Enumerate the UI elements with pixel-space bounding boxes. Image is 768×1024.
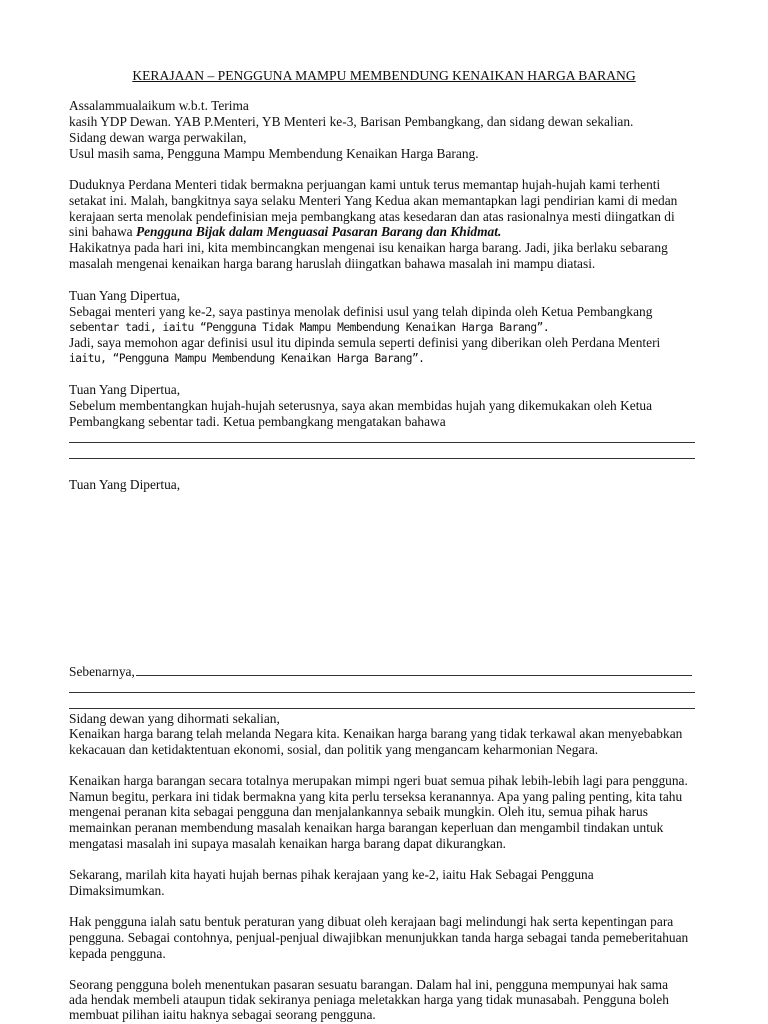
p9-line-2: pengguna. Sebagai contohnya, penjual-penjual diwajibkan menunjukkan tanda harga sebagai tanda pemeberitahuan: [69, 930, 689, 945]
blank-line: [69, 692, 695, 693]
blank-line: [69, 442, 695, 443]
s5-line-1: [69, 664, 692, 680]
p9-line-1: Hak pengguna ialah satu bentuk peraturan yang dibuat oleh kerajaan bagi melindungi hak serta kepentingan para: [69, 914, 674, 929]
p8-line-1: Sekarang, marilah kita hayati hujah bernas pihak kerajaan yang ke-2, iaitu Hak Sebagai Pengguna: [69, 867, 594, 882]
s5-lead: Sebenarnya,: [69, 664, 135, 679]
greeting-line-3: Sidang dewan warga perwakilan,: [69, 130, 247, 145]
s2-line-2: sebentar tadi, iaitu “Pengguna Tidak Mampu Membendung Kenaikan Harga Barang”.: [69, 321, 550, 334]
p1-line-3: kerajaan serta menolak pendefinisian meja pembangkang atas kesedaran dan atas rasionalnya mesti diingatkan di: [69, 209, 675, 224]
s3-line-1: Sebelum membentangkan hujah-hujah seterusnya, saya akan membidas hujah yang dikemukakan oleh Ketua: [69, 398, 653, 413]
motion-emphasis: Pengguna Bijak dalam Menguasai Pasaran Barang dan Khidmat.: [135, 224, 502, 239]
p1-line-4-text: sini bahawa: [69, 224, 136, 239]
p1-line-6: masalah mengenai kenaikan harga barang haruslah diingatkan bahawa masalah ini mampu diatasi.: [69, 256, 596, 271]
blank-line: [69, 708, 695, 709]
p1-line-2: setakat ini. Malah, bangkitnya saya selaku Menteri Yang Kedua akan memantapkan lagi pendirian kami di medan: [69, 193, 678, 208]
p9-line-3: kepada pengguna.: [69, 946, 166, 961]
blank-line: [136, 675, 692, 676]
blank-line: [69, 458, 695, 459]
p8-line-2: Dimaksimumkan.: [69, 883, 165, 898]
greeting-line-4: Usul masih sama, Pengguna Mampu Membendung Kenaikan Harga Barang.: [69, 146, 479, 161]
s4-address: Tuan Yang Dipertua,: [69, 477, 181, 492]
p1-line-4: [69, 224, 501, 240]
s3-address: Tuan Yang Dipertua,: [69, 382, 181, 397]
s3-line-2: Pembangkang sebentar tadi. Ketua pembangkang mengatakan bahawa: [69, 414, 446, 429]
p7-line-1: Kenaikan harga barangan secara totalnya merupakan mimpi ngeri buat semua pihak lebih-lebih lagi para pengguna.: [69, 773, 688, 788]
s2-line-4: iaitu, “Pengguna Mampu Membendung Kenaikan Harga Barang”.: [69, 352, 425, 365]
p10-line-1: Seorang pengguna boleh menentukan pasaran sesuatu barangan. Dalam hal ini, pengguna mempunyai hak sama: [69, 977, 669, 992]
p10-line-3: membuat pilihan iaitu haknya sebagai seorang pengguna.: [69, 1007, 376, 1022]
p7-line-2: Namun begitu, perkara ini tidak bermakna yang kita perlu terseksa keranannya. Apa yang paling penting, kita tahu: [69, 789, 683, 804]
s2-line-3: Jadi, saya memohon agar definisi usul itu dipinda semula seperti definisi yang diberikan oleh Perdana Menteri: [69, 335, 661, 350]
p1-line-1: Duduknya Perdana Menteri tidak bermakna perjuangan kami untuk terus memantap hujah-hujah kami terhenti: [69, 177, 661, 192]
p7-line-3: mengenai peranan kita sebagai pengguna dan menjalankannya sebaik mungkin. Oleh itu, semua pihak harus: [69, 804, 648, 819]
p10-line-2: ada hendak membeli ataupun tidak sekiranya peniaga meletakkan harga yang tidak munasabah. Pengguna boleh: [69, 992, 669, 1007]
p7-line-5: mengatasi masalah ini supaya masalah kenaikan harga barang dapat dikurangkan.: [69, 836, 507, 851]
document-title: KERAJAAN – PENGGUNA MAMPU MEMBENDUNG KENAIKAN HARGA BARANG: [132, 68, 636, 83]
s2-address: Tuan Yang Dipertua,: [69, 288, 181, 303]
s6-line-1: Sidang dewan yang dihormati sekalian,: [69, 711, 280, 726]
s2-line-1: Sebagai menteri yang ke-2, saya pastinya menolak definisi usul yang telah dipinda oleh Ketua Pembangkang: [69, 304, 653, 319]
s6-line-2: Kenaikan harga barang telah melanda Negara kita. Kenaikan harga barang yang tidak terkawal akan menyebabkan: [69, 726, 683, 741]
greeting-line-1: Assalammualaikum w.b.t. Terima: [69, 98, 249, 113]
p1-line-5: Hakikatnya pada hari ini, kita membincangkan mengenai isu kenaikan harga barang. Jadi, jika berlaku sebarang: [69, 240, 668, 255]
greeting-line-2: kasih YDP Dewan. YAB P.Menteri, YB Menteri ke-3, Barisan Pembangkang, dan sidang dewan sekalian.: [69, 114, 634, 129]
s6-line-3: kekacauan dan ketidaktentuan ekonomi, sosial, dan politik yang mengancam keharmonian Negara.: [69, 742, 599, 757]
p7-line-4: memainkan peranan membendung masalah kenaikan harga barangan keperluan dan mengambil tindakan untuk: [69, 820, 664, 835]
